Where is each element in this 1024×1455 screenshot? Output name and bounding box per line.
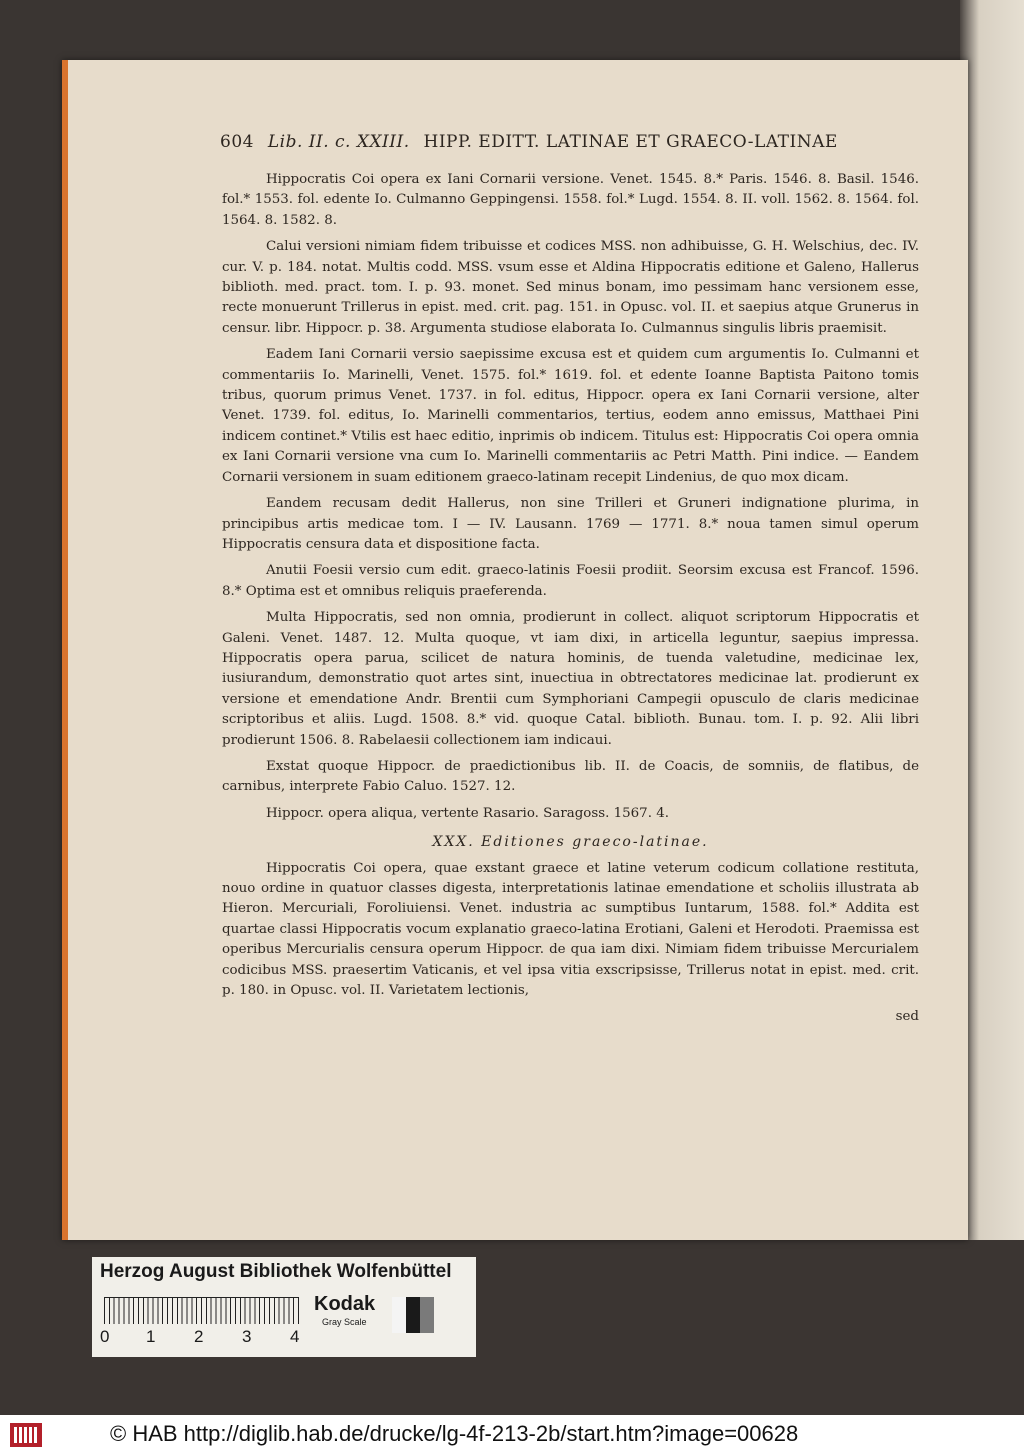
paragraph: Multa Hippocratis, sed non omnia, prodierunt in collect. aliquot scriptorum Hippocratis et Galeni. Venet. 1487. 12. Multa quoque, vt iam dixi, in articella leguntur, saepius impressa. Hippocratis opera parua, scilicet de natura hominis, de tuenda valetudine, medicinae lex, iusiurandum, demonstratio quot artes sint, inuectiua in obtrectatores medicinae lat. prodierunt ex versione et emendatione Andr. Brentii cum Symphoriani Campegii opusculo de claris medicinae scriptoribus et aliis. Lugd. 1508. 8.* vid. quoque Catal. biblioth. Bunau. tom. I. p. 92. Alii libri prodierunt 1506. 8. Rabelaesii collectionem iam indicaui.: [222, 610, 919, 748]
ruler-number: 0: [100, 1327, 110, 1346]
paragraph: Calui versioni nimiam fidem tribuisse et codices MSS. non adhibuisse, G. H. Welschius, dec. IV. cur. V. p. 184. notat. Multis codd. MSS. vsum esse et Aldina Hippocratis editione et Galeno, Hallerus biblioth. med. pract. tom. I. p. 93. monet. Sed minus bonam, imo pessimam hanc versionem esse, recte monuerunt Trillerus in epist. med. crit. pag. 151. in Opusc. vol. II. et saepius atque Grunerus in censur. libr. Hippocr. p. 38. Argumenta studiose elaborata Io. Culmannus singulis libris praemisit.: [222, 239, 919, 336]
paragraph: Hippocratis Coi opera ex Iani Cornarii versione. Venet. 1545. 8.* Paris. 1546. 8. Basil. 1546. fol.* 1553. fol. edente Io. Culmanno Geppingensi. 1558. fol.* Lugd. 1554. 8. II. voll. 1562. 8. 1564. fol. 1564. 8. 1582. 8.: [222, 172, 919, 228]
ruler-number: 3: [242, 1327, 252, 1346]
library-name: Herzog August Bibliothek Wolfenbüttel: [100, 1261, 452, 1282]
ruler-scale: [104, 1297, 299, 1324]
copyright-link[interactable]: © HAB http://diglib.hab.de/drucke/lg-4f-213-2b/start.htm?image=00628: [110, 1421, 799, 1446]
catchword: sed: [895, 1009, 919, 1025]
paragraph: Hippocr. opera aliqua, vertente Rasario. Saragoss. 1567. 4.: [266, 805, 669, 821]
section-heading: XXX. Editiones graeco-latinae.: [432, 834, 709, 851]
gray-patch-mid: [420, 1297, 434, 1333]
page-body: [222, 170, 919, 1028]
ruler-number: 2: [194, 1327, 204, 1346]
paragraph: Eadem Iani Cornarii versio saepissime excusa est et quidem cum argumentis Io. Culmanni et commentariis Io. Marinelli, Venet. 1575. fol.* 1619. fol. et edente Ioanne Baptista Paitono tomis tribus, quorum primus Venet. 1737. in fol. editus, Hippocr. opera ex Iani Cornarii versione, alter Venet. 1739. fol. editus, Io. Marinelli commentarios, tertius, eodem anno emissus, Matthaei Pini indicem continet.* Vtilis est haec editio, inprimis ob indicem. Titulus est: Hippocratis Coi opera omnia ex Iani Cornarii versione vna cum Io. Marinelli commentariis ac Petri Matth. Pini indice. — Eandem Cornarii versionem in suam editionem graeco-latinam recepit Lindenius, de quo mox dicam.: [222, 347, 919, 485]
library-color-card: [92, 1257, 476, 1357]
footer-bar: [0, 1415, 1024, 1455]
running-head: [220, 132, 920, 152]
adjacent-page-edge: [960, 0, 1024, 1415]
gray-scale-label: Gray Scale: [322, 1317, 367, 1327]
ruler-number: 4: [290, 1327, 300, 1346]
paragraph: Eandem recusam dedit Hallerus, non sine Trilleri et Gruneri indignatione plurima, in principibus artis medicae tom. I — IV. Lausann. 1769 — 1771. 8.* noua tamen simul operum Hippocratis censura data et dispositione facta.: [222, 496, 919, 552]
paragraph: Hippocratis Coi opera, quae exstant graece et latine veterum codicum collatione restituta, nouo ordine in quatuor classes digesta, interpretationis latinae emendatione et scholiis illustrata ab Hieron. Mercuriali, Foroliuiensi. Venet. industria ac sumptibus Iuntarum, 1588. fol.* Addita est quartae classi Hippocratis vocum explanatio graeco-latina Erotiani, Galeni et Herodoti. Praemissa est operibus Mercurialis censura operum Hippocr. de qua iam dixi. Nimiam fidem tribuisse Mercurialem codicibus MSS. praesertim Vaticanis, et vel ipsa vitia exscripsisse, Trillerus notat in epist. med. crit. p. 180. in Opusc. vol. II. Varietatem lectionis,: [222, 860, 919, 999]
paragraph: Anutii Foesii versio cum edit. graeco-latinis Foesii prodiit. Seorsim excusa est Francof. 1596. 8.* Optima est et omnibus reliquis praeferenda.: [222, 563, 919, 599]
gray-patch-black: [406, 1297, 420, 1333]
chapter-reference: Lib. II. c. XXIII.: [267, 132, 410, 152]
ruler-number: 1: [146, 1327, 156, 1346]
paragraph: Exstat quoque Hippocr. de praedictionibus lib. II. de Coacis, de somniis, de flatibus, de carnibus, interprete Fabio Caluo. 1527. 12.: [222, 758, 919, 795]
hab-logo-icon: [8, 1421, 44, 1449]
gray-patch-white: [392, 1297, 406, 1333]
ruler-numbers: [100, 1327, 320, 1349]
running-title: HIPP. EDITT. LATINAE ET GRAECO-LATINAE: [423, 132, 838, 152]
page-number: 604: [220, 132, 254, 152]
kodak-logo: Kodak: [314, 1293, 376, 1315]
